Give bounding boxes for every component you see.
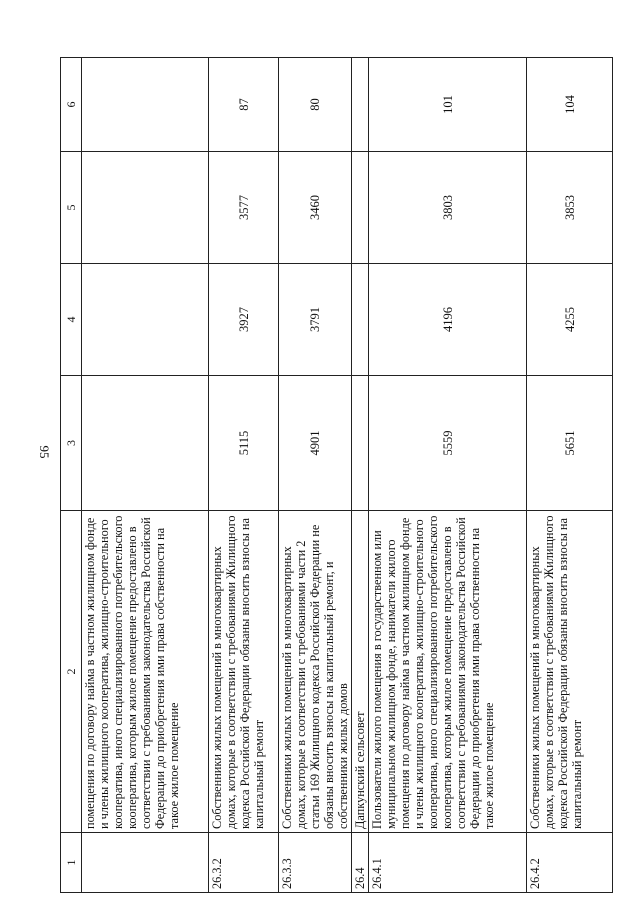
- table-row: [352, 58, 369, 893]
- column-header: 4: [61, 264, 82, 376]
- cell-col4: 4255: [527, 264, 613, 376]
- cell-col4: [352, 264, 369, 376]
- cell-col3: [82, 376, 209, 511]
- cell-col3: 4901: [279, 376, 352, 511]
- cell-col4: 3791: [279, 264, 352, 376]
- cell-col3: 5559: [369, 376, 527, 511]
- cell-col5: 3577: [209, 152, 279, 264]
- table-header-row: [61, 58, 82, 893]
- cell-col4: [82, 264, 209, 376]
- row-code: 26.4: [352, 833, 369, 893]
- cell-col6: [82, 58, 209, 152]
- table-row: [209, 58, 279, 893]
- cell-col3: [352, 376, 369, 511]
- column-header: 1: [61, 833, 82, 893]
- table-row: [369, 58, 527, 893]
- table-row: [82, 58, 209, 893]
- table-row: [527, 58, 613, 893]
- table-container: [60, 58, 605, 893]
- column-header: 2: [61, 511, 82, 833]
- cell-col5: [352, 152, 369, 264]
- row-code: 26.3.3: [279, 833, 352, 893]
- row-code: 26.4.1: [369, 833, 527, 893]
- row-description: Дапкунский сельсовет: [352, 511, 369, 833]
- cell-col3: 5651: [527, 376, 613, 511]
- row-description: Собственники жилых помещений в многоквартирных домах, которые в соответствии с требованиями части 2 статьи 169 Жилищного кодекса Российской Федерации не обязаны вносить взносы на капитальный ремонт, и собственники жилых домов: [279, 511, 352, 833]
- row-description: Собственники жилых помещений в многоквартирных домах, которые в соответствии с требованиями Жилищного кодекса Российской Федерации обязаны вносить взносы на капитальный ремонт: [527, 511, 613, 833]
- row-description: помещения по договору найма в частном жилищном фонде и члены жилищного кооператива, жилищно-строительного кооператива, иного специализированного потребительского кооператива, которым жилое помещение предоставлено в соответствии с требованиями законодательства Российской Федерации до приобретения ими права собственности на такое жилое помещение: [82, 511, 209, 833]
- cell-col5: 3853: [527, 152, 613, 264]
- cell-col5: 3803: [369, 152, 527, 264]
- tariff-table: [60, 57, 613, 893]
- cell-col6: 101: [369, 58, 527, 152]
- cell-col4: 3927: [209, 264, 279, 376]
- page-number: 95: [37, 445, 52, 459]
- row-description: Пользователи жилого помещения в государственном или муниципальном жилищном фонде, наниматели жилого помещения по договору найма в частном жилищном фонде и члены жилищного кооператива, жилищно-строительного кооператива, иного специализированного потребительского кооператива, которым жилое помещение предоставлено в соответствии с требованиями законодательства Российской Федерации до приобретения ими права собственности на такое жилое помещение: [369, 511, 527, 833]
- cell-col6: 104: [527, 58, 613, 152]
- column-header: 6: [61, 58, 82, 152]
- row-code: 26.3.2: [209, 833, 279, 893]
- cell-col4: 4196: [369, 264, 527, 376]
- cell-col3: 5115: [209, 376, 279, 511]
- row-code: 26.4.2: [527, 833, 613, 893]
- cell-col6: [352, 58, 369, 152]
- table-row: [279, 58, 352, 893]
- cell-col5: [82, 152, 209, 264]
- row-code: [82, 833, 209, 893]
- column-header: 5: [61, 152, 82, 264]
- cell-col5: 3460: [279, 152, 352, 264]
- row-description: Собственники жилых помещений в многоквартирных домах, которые в соответствии с требованиями Жилищного кодекса Российской Федерации обязаны вносить взносы на капитальный ремонт: [209, 511, 279, 833]
- column-header: 3: [61, 376, 82, 511]
- cell-col6: 87: [209, 58, 279, 152]
- cell-col6: 80: [279, 58, 352, 152]
